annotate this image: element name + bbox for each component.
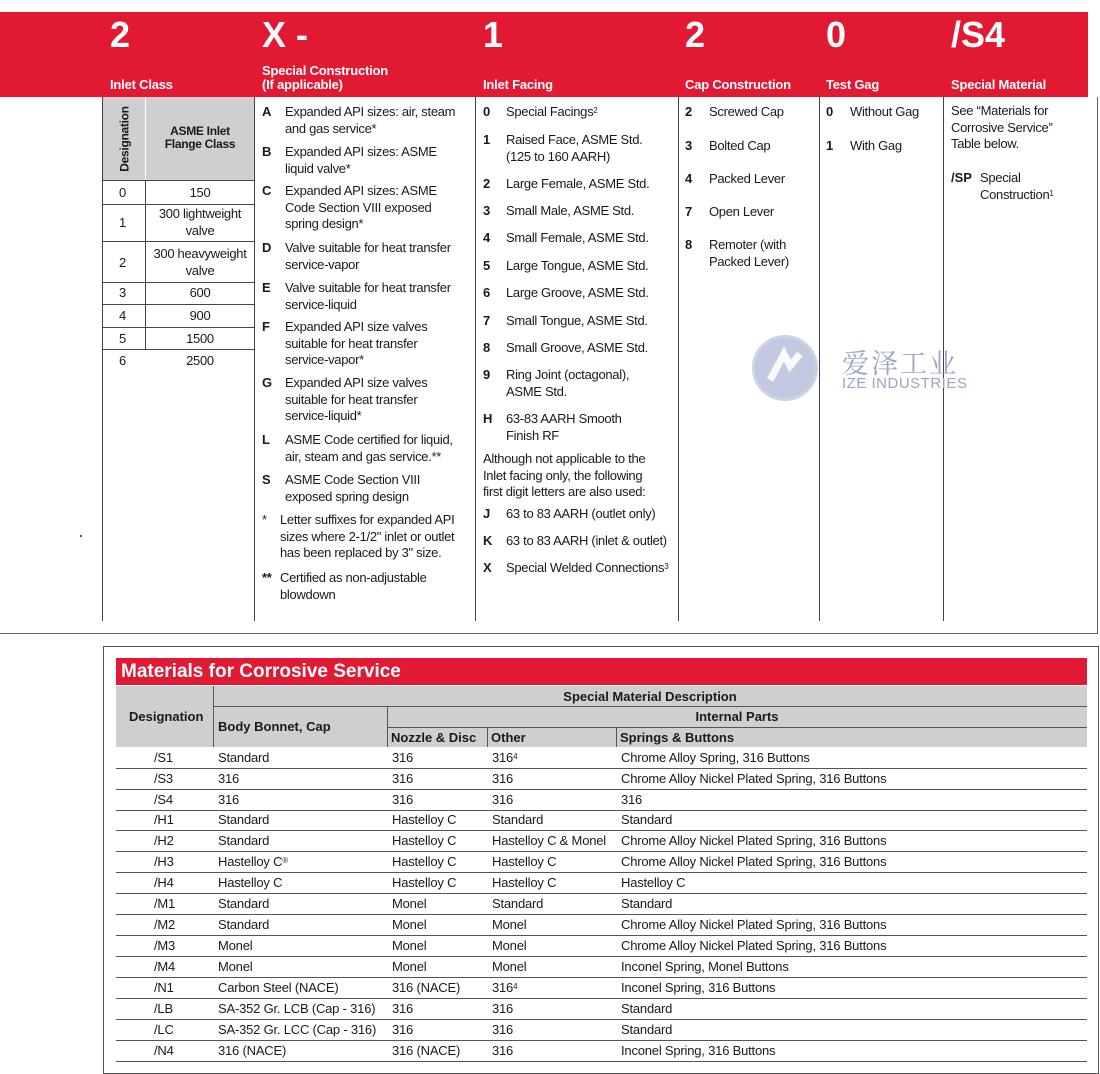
label-cap-construction: Cap Construction — [685, 77, 791, 92]
row-line — [116, 1019, 1087, 1020]
header-divider — [616, 727, 617, 747]
table-row — [116, 957, 1087, 978]
if-key: 7 — [483, 313, 491, 328]
sc-key: S — [262, 472, 271, 487]
row-line — [116, 893, 1087, 894]
sc-key: L — [262, 432, 270, 447]
cell-other: $316^4$ — [492, 750, 518, 765]
inlet-row-designation: 0 — [119, 185, 126, 200]
if-text: Small Groove, ASME Std. — [506, 340, 648, 355]
cell-designation: /LC — [154, 1022, 174, 1037]
cell-designation: /H3 — [154, 854, 174, 869]
cell-designation: /S4 — [154, 792, 173, 807]
cell-other: Hastelloy C — [492, 854, 557, 869]
cell-designation: /H4 — [154, 875, 174, 890]
header-line — [387, 727, 1087, 728]
cell-body: SA-352 Gr. LCC (Cap - 316) — [218, 1022, 377, 1037]
row-line — [116, 872, 1087, 873]
label-inlet-facing: Inlet Facing — [483, 77, 553, 92]
table-row — [116, 1020, 1087, 1041]
cap-text: Open Lever — [709, 204, 774, 219]
col-divider-2 — [254, 97, 255, 621]
cell-body: 316 (NACE) — [218, 1043, 287, 1058]
flange-class-header: ASME Inlet Flange Class — [164, 124, 236, 151]
cell-other: Monel — [492, 917, 527, 932]
cell-designation: /M1 — [154, 896, 176, 911]
row-line — [116, 935, 1087, 936]
cell-body: Monel — [218, 938, 253, 953]
if-text: Small Female, ASME Std. — [506, 230, 649, 245]
cell-springs: Inconel Spring, 316 Buttons — [621, 1043, 776, 1058]
mh-body: Body Bonnet, Cap — [218, 719, 331, 734]
mh-other: Other — [491, 730, 526, 745]
materials-title: Materials for Corrosive Service — [116, 658, 1087, 685]
gag-key: 1 — [826, 138, 834, 153]
cap-key: 3 — [685, 138, 693, 153]
cell-body: SA-352 Gr. LCB (Cap - 316) — [218, 1001, 376, 1016]
cell-designation: /H1 — [154, 812, 174, 827]
sc-text: Expanded API size valves suitable for heat transfer service-liquid* — [285, 375, 428, 423]
if-key: 4 — [483, 230, 491, 245]
gag-key: 0 — [826, 104, 834, 119]
if-key: 1 — [483, 132, 491, 147]
sc-key: B — [262, 144, 272, 159]
sm-key: /SP — [951, 170, 972, 185]
row-line — [116, 789, 1087, 790]
cell-nozzle: 316 — [392, 1001, 414, 1016]
inlet-row-class: 300 lightweight valve — [158, 206, 242, 238]
gag-text: Without Gag — [850, 104, 919, 119]
cell-other: 316 — [492, 771, 514, 786]
if-extra-text: 63 to 83 AARH (outlet only) — [506, 506, 656, 521]
sc-key: F — [262, 319, 270, 334]
cell-nozzle: Hastelloy C — [392, 854, 457, 869]
cell-other: Monel — [492, 959, 527, 974]
if-key: 9 — [483, 367, 491, 382]
inlet-row-designation: 6 — [119, 353, 126, 368]
inlet-row-class: 600 — [189, 285, 211, 300]
cell-springs: Inconel Spring, Monel Buttons — [621, 959, 789, 974]
cell-body: Hastelloy C® — [218, 854, 288, 869]
mh-designation: Designation — [129, 709, 204, 724]
cell-designation: /H2 — [154, 833, 174, 848]
sc-text: Expanded API sizes: air, steam and gas service* — [285, 104, 456, 136]
row-line — [116, 914, 1087, 915]
row-line — [116, 977, 1087, 978]
if-key: 6 — [483, 285, 491, 300]
col-divider-3 — [475, 97, 476, 621]
cell-nozzle: 316 — [392, 1022, 414, 1037]
label-special-material: Special Material — [951, 77, 1047, 92]
cell-springs: Chrome Alloy Nickel Plated Spring, 316 Buttons — [621, 938, 887, 953]
sc-text: Expanded API sizes: ASME Code Section VIII exposed spring design* — [285, 183, 437, 231]
cap-key: 7 — [685, 204, 693, 219]
cell-springs: Standard — [621, 812, 673, 827]
inlet-row-class: 300 heavyweight valve — [153, 246, 247, 278]
cell-other: Hastelloy C & Monel — [492, 833, 606, 848]
code-special-construction: X - — [262, 14, 309, 55]
inlet-row-line — [103, 304, 254, 305]
row-line — [116, 1061, 1087, 1062]
cell-body: Standard — [218, 896, 270, 911]
if-text: Large Tongue, ASME Std. — [506, 258, 649, 273]
cell-nozzle: 316 — [392, 771, 414, 786]
sc-key: C — [262, 183, 272, 198]
code-cap-construction: 2 — [685, 14, 706, 55]
cell-other: Hastelloy C — [492, 875, 557, 890]
label-test-gag: Test Gag — [826, 77, 880, 92]
if-text: Ring Joint (octagonal), ASME Std. — [506, 367, 630, 399]
cell-springs: Hastelloy C — [621, 875, 686, 890]
sc-footnote-key: ** — [262, 570, 272, 585]
if-text: 63-83 AARH Smooth Finish RF — [506, 411, 622, 443]
row-line — [116, 768, 1087, 769]
cell-designation: /M3 — [154, 938, 176, 953]
inlet-row-line — [103, 204, 254, 205]
table-row — [116, 936, 1087, 957]
cell-designation: /M4 — [154, 959, 176, 974]
watermark-cn: 爱泽工业 — [842, 349, 958, 380]
cell-springs: Chrome Alloy Nickel Plated Spring, 316 Buttons — [621, 917, 887, 932]
inlet-row-class: 1500 — [186, 331, 214, 346]
cell-other: Standard — [492, 896, 544, 911]
if-key: 3 — [483, 203, 491, 218]
table-row — [116, 978, 1087, 999]
inlet-row-line — [103, 327, 254, 328]
cell-other: 316 — [492, 792, 514, 807]
cell-other: Monel — [492, 938, 527, 953]
table-row — [116, 831, 1087, 852]
cell-nozzle: Monel — [392, 938, 427, 953]
sc-text: Valve suitable for heat transfer service-vapor — [285, 240, 451, 272]
inlet-row-line — [103, 349, 254, 350]
mh-internal: Internal Parts — [695, 709, 779, 724]
row-line — [116, 830, 1087, 831]
gag-text: With Gag — [850, 138, 902, 153]
cap-text: Remoter (with Packed Lever) — [709, 237, 789, 269]
cell-springs: Chrome Alloy Nickel Plated Spring, 316 Buttons — [621, 833, 887, 848]
cell-springs: Chrome Alloy Spring, 316 Buttons — [621, 750, 810, 765]
inlet-row-designation: 1 — [119, 215, 126, 230]
cell-springs: Standard — [621, 1001, 673, 1016]
if-extra-key: J — [483, 506, 491, 521]
sc-key: A — [262, 104, 272, 119]
cell-body: Standard — [218, 750, 270, 765]
cell-body: Standard — [218, 917, 270, 932]
row-line — [116, 956, 1087, 957]
cell-body: 316 — [218, 792, 240, 807]
code-inlet-class: 2 — [110, 14, 131, 55]
if-key: H — [483, 411, 493, 426]
mh-springs: Springs & Buttons — [620, 730, 735, 745]
cell-nozzle: Monel — [392, 896, 427, 911]
cell-nozzle: Hastelloy C — [392, 812, 457, 827]
mh-nozzle: Nozzle & Disc — [391, 730, 477, 745]
cell-nozzle: 316 (NACE) — [392, 1043, 461, 1058]
cell-other: $316^4$ — [492, 980, 518, 995]
header-divider — [487, 727, 488, 747]
if-text: Special Facings$^2$ — [506, 104, 598, 119]
cell-springs: Standard — [621, 896, 673, 911]
designation-header-wrap — [104, 97, 146, 180]
cell-designation: /S3 — [154, 771, 173, 786]
table-row — [116, 999, 1087, 1020]
label-special-construction-sub: (If applicable) — [262, 77, 343, 92]
cap-text: Packed Lever — [709, 171, 785, 186]
sc-text: Valve suitable for heat transfer service-liquid — [285, 280, 451, 312]
table-row — [116, 852, 1087, 873]
if-key: 2 — [483, 176, 491, 191]
section-right-border — [1097, 97, 1098, 634]
if-key: 0 — [483, 104, 491, 119]
cell-other: Standard — [492, 812, 544, 827]
row-line — [116, 851, 1087, 852]
label-inlet-class: Inlet Class — [110, 77, 173, 92]
if-extra-text: 63 to 83 AARH (inlet & outlet) — [506, 533, 667, 548]
code-inlet-facing: 1 — [483, 14, 504, 55]
if-key: 5 — [483, 258, 491, 273]
cell-other: 316 — [492, 1022, 514, 1037]
sc-key: G — [262, 375, 273, 390]
cell-body: Hastelloy C — [218, 875, 283, 890]
row-line — [116, 998, 1087, 999]
inlet-row-line — [103, 282, 254, 283]
label-special-construction: Special Construction — [262, 63, 389, 78]
cell-designation: /LB — [154, 1001, 173, 1016]
cell-springs: Inconel Spring, 316 Buttons — [621, 980, 776, 995]
sc-text: ASME Code certified for liquid, air, steam and gas service.** — [285, 432, 453, 464]
cell-springs: 316 — [621, 792, 643, 807]
inlet-row-line — [103, 241, 254, 242]
table-row — [116, 873, 1087, 894]
table-row — [116, 748, 1087, 769]
sc-text: Expanded API size valves suitable for heat transfer service-vapor* — [285, 319, 428, 367]
inlet-row-designation: 2 — [119, 255, 126, 270]
table-row — [116, 790, 1087, 811]
inlet-row-line — [103, 180, 254, 181]
cell-nozzle: 316 — [392, 792, 414, 807]
inlet-row-designation: 5 — [119, 331, 126, 346]
cell-nozzle: Hastelloy C — [392, 833, 457, 848]
cap-text: Screwed Cap — [709, 104, 784, 119]
inlet-row-class: 2500 — [186, 353, 214, 368]
code-test-gag: 0 — [826, 14, 847, 55]
if-text: Large Female, ASME Std. — [506, 176, 650, 191]
if-text: Small Tongue, ASME Std. — [506, 313, 648, 328]
inlet-row-class: 150 — [189, 185, 211, 200]
cell-nozzle: Monel — [392, 959, 427, 974]
if-text: Raised Face, ASME Std. (125 to 160 AARH) — [506, 132, 643, 164]
cell-springs: Standard — [621, 1022, 673, 1037]
cap-key: 8 — [685, 237, 693, 252]
table-row — [116, 769, 1087, 790]
inlet-row-designation: 3 — [119, 285, 126, 300]
cell-designation: /M2 — [154, 917, 176, 932]
cell-body: Carbon Steel (NACE) — [218, 980, 339, 995]
cell-designation: /N4 — [154, 1043, 174, 1058]
designation-header: Designation — [118, 105, 132, 172]
sm-note: See “Materials for Corrosive Service” Table below. — [951, 103, 1053, 151]
cell-other: 316 — [492, 1001, 514, 1016]
table-row — [116, 1041, 1087, 1062]
cell-nozzle: Monel — [392, 917, 427, 932]
cell-nozzle: 316 (NACE) — [392, 980, 461, 995]
watermark-logo-icon — [750, 332, 820, 404]
sc-text: Expanded API sizes: ASME liquid valve* — [285, 144, 437, 176]
code-special-material: /S4 — [951, 14, 1006, 55]
if-extra-key: K — [483, 533, 493, 548]
cell-body: Standard — [218, 812, 270, 827]
row-line — [116, 810, 1087, 811]
if-extra-text: Special Welded Connections$^3$ — [506, 560, 669, 575]
stray-dot — [80, 535, 82, 537]
cell-body: 316 — [218, 771, 240, 786]
mh-special: Special Material Description — [563, 689, 737, 704]
cap-key: 2 — [685, 104, 693, 119]
sc-text: ASME Code Section VIII exposed spring design — [285, 472, 421, 504]
sc-footnote-text: Letter suffixes for expanded API sizes where 2-1/2" inlet or outlet has been replaced by 3" size. — [280, 512, 455, 560]
cell-nozzle: Hastelloy C — [392, 875, 457, 890]
col-divider-4 — [678, 97, 679, 621]
inlet-row-designation: 4 — [119, 308, 126, 323]
sc-footnote-key: * — [262, 512, 267, 527]
cell-springs: Chrome Alloy Nickel Plated Spring, 316 Buttons — [621, 854, 887, 869]
cell-designation: /S1 — [154, 750, 173, 765]
cell-body: Monel — [218, 959, 253, 974]
if-note: Although not applicable to the Inlet facing only, the following first digit letters are also used: — [483, 451, 646, 499]
cell-springs: Chrome Alloy Nickel Plated Spring, 316 Buttons — [621, 771, 887, 786]
cap-key: 4 — [685, 171, 693, 186]
sc-footnote-text: Certified as non-adjustable blowdown — [280, 570, 427, 602]
header-line — [213, 706, 1087, 707]
sc-key: D — [262, 240, 272, 255]
watermark-en: IZE INDUSTRIES — [842, 375, 968, 392]
section-bottom-border — [0, 633, 1098, 634]
cell-body: Standard — [218, 833, 270, 848]
inlet-row-class: 900 — [189, 308, 211, 323]
if-extra-key: X — [483, 560, 492, 575]
row-line — [116, 1040, 1087, 1041]
cell-designation: /N1 — [154, 980, 174, 995]
table-row — [116, 894, 1087, 915]
if-text: Small Male, ASME Std. — [506, 203, 635, 218]
cell-other: 316 — [492, 1043, 514, 1058]
cell-nozzle: 316 — [392, 750, 414, 765]
table-row — [116, 810, 1087, 831]
if-key: 8 — [483, 340, 491, 355]
cap-text: Bolted Cap — [709, 138, 771, 153]
sc-key: E — [262, 280, 271, 295]
if-text: Large Groove, ASME Std. — [506, 285, 649, 300]
sm-text: Special Construction$^1$ — [980, 170, 1054, 202]
table-row — [116, 915, 1087, 936]
